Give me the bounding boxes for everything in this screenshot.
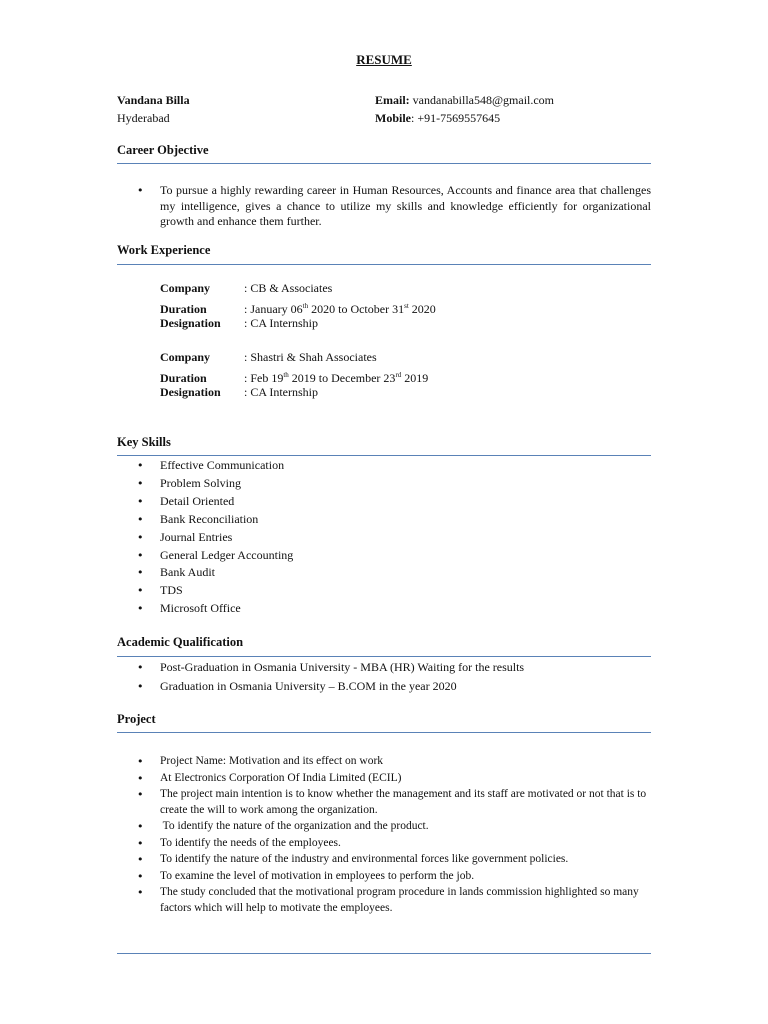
list-item: • To pursue a highly rewarding career in Human Resources, Accounts and finance area that challenges my intelligence, gives a chance to utilize my skills and knowledge efficiently for organizational growth and enhance them further. bbox=[137, 183, 651, 230]
career-objective-list bbox=[137, 183, 651, 230]
section-divider bbox=[117, 264, 651, 265]
company-label: Company bbox=[160, 281, 211, 295]
list-item: • Bank Reconciliation bbox=[137, 511, 651, 529]
work-row-designation bbox=[160, 384, 650, 402]
designation-value: : CA Internship bbox=[244, 316, 318, 330]
duration-label: Duration bbox=[160, 370, 207, 385]
designation-value: : CA Internship bbox=[244, 385, 318, 399]
academic-heading: Academic Qualification bbox=[117, 635, 244, 649]
work-row-duration bbox=[160, 367, 650, 385]
section-divider bbox=[117, 163, 651, 164]
key-skills-heading: Key Skills bbox=[117, 435, 171, 449]
key-skills-list bbox=[137, 457, 651, 618]
list-item: • At Electronics Corporation Of India Limited (ECIL) bbox=[137, 771, 651, 787]
list-item: • Microsoft Office bbox=[137, 600, 651, 618]
list-item: • To identify the needs of the employees. bbox=[137, 836, 651, 852]
list-item: • To examine the level of motivation in employees to perform the job. bbox=[137, 869, 651, 885]
career-objective-heading: Career Objective bbox=[117, 143, 209, 157]
list-item: • Problem Solving bbox=[137, 475, 651, 493]
designation-label: Designation bbox=[160, 385, 221, 399]
candidate-city: Hyderabad bbox=[117, 111, 170, 125]
list-item: • General Ledger Accounting bbox=[137, 547, 651, 565]
project-list bbox=[137, 754, 651, 917]
list-item: • Post-Graduation in Osmania University - MBA (HR) Waiting for the results bbox=[137, 658, 651, 677]
duration-value: : January 06th 2020 to October 31st 2020 bbox=[244, 301, 436, 316]
academic-list bbox=[137, 658, 651, 696]
list-item: • Project Name: Motivation and its effect on work bbox=[137, 754, 651, 770]
email-label: Email: bbox=[375, 93, 410, 107]
list-item: • The project main intention is to know whether the management and its staff are motivated or not that is to create the will to work among the organization. bbox=[137, 787, 651, 818]
list-item: • Graduation in Osmania University – B.COM in the year 2020 bbox=[137, 677, 651, 696]
candidate-name: Vandana Billa bbox=[117, 93, 190, 107]
work-row-company bbox=[160, 280, 650, 298]
mobile-value: : +91-7569557645 bbox=[411, 111, 501, 125]
list-item: • Detail Oriented bbox=[137, 493, 651, 511]
section-divider bbox=[117, 455, 651, 456]
company-value: : CB & Associates bbox=[244, 281, 333, 295]
list-item: • To identify the nature of the industry and environmental forces like government policies. bbox=[137, 852, 651, 868]
list-item: • TDS bbox=[137, 582, 651, 600]
duration-label: Duration bbox=[160, 301, 207, 316]
work-experience-heading: Work Experience bbox=[117, 243, 211, 257]
work-row-designation bbox=[160, 315, 650, 333]
list-item: • Bank Audit bbox=[137, 564, 651, 582]
mobile-label: Mobile bbox=[375, 111, 411, 125]
list-item: • Effective Communication bbox=[137, 457, 651, 475]
work-row-company bbox=[160, 349, 650, 367]
section-divider bbox=[117, 732, 651, 733]
email-value[interactable]: vandanabilla548@gmail.com bbox=[409, 93, 555, 107]
duration-value: : Feb 19th 2019 to December 23rd 2019 bbox=[244, 370, 429, 385]
list-item: • The study concluded that the motivational program procedure in lands commission highlighted so many factors which will help to motivate the employees. bbox=[137, 885, 651, 916]
list-item: • Journal Entries bbox=[137, 529, 651, 547]
document-title: RESUME bbox=[356, 52, 412, 67]
project-heading: Project bbox=[117, 712, 156, 726]
designation-label: Designation bbox=[160, 316, 221, 330]
mobile-line bbox=[375, 111, 500, 126]
footer-divider bbox=[117, 953, 651, 954]
section-divider bbox=[117, 656, 651, 657]
email-line bbox=[375, 93, 554, 108]
work-row-duration bbox=[160, 298, 650, 316]
list-item: • To identify the nature of the organization and the product. bbox=[137, 819, 651, 835]
company-label: Company bbox=[160, 350, 211, 364]
company-value: : Shastri & Shah Associates bbox=[244, 350, 377, 364]
